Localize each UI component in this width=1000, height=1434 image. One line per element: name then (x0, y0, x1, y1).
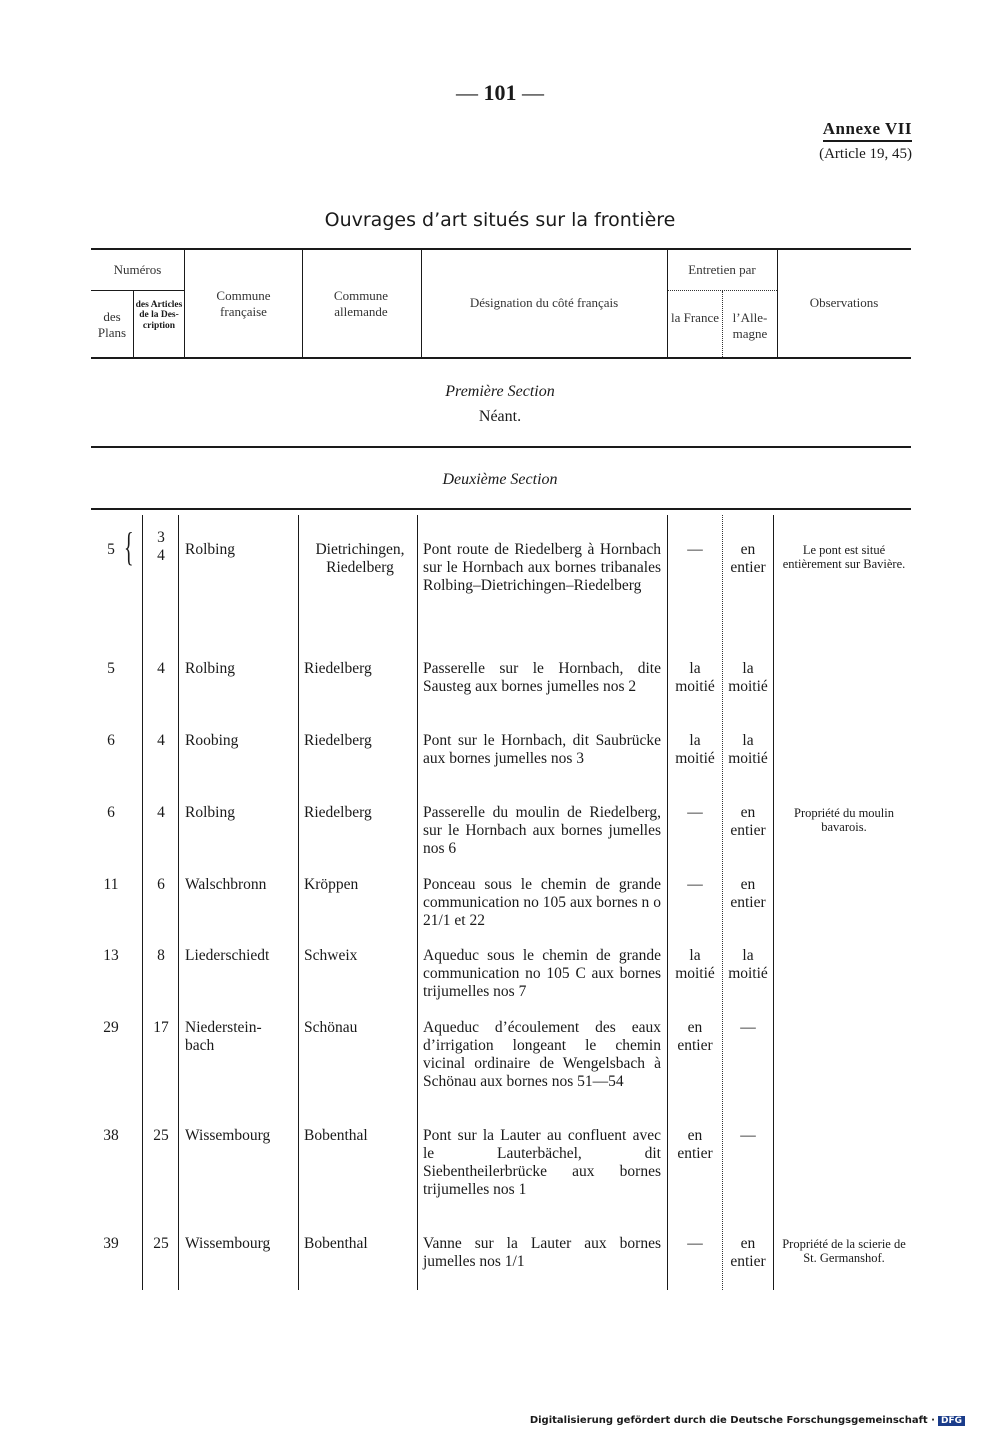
cell-articles: 25 (153, 1127, 169, 1144)
document-title: Ouvrages d’art situés sur la frontière (324, 209, 676, 231)
cell-commune-allemande: Bobenthal (304, 1127, 368, 1144)
cell-commune-allemande: Dietrichingen, Riedelberg (315, 541, 405, 576)
header-divider (184, 249, 185, 357)
section-2-rule (91, 508, 911, 510)
cell-commune-francaise: Niederstein- bach (185, 1019, 262, 1054)
cell-entretien-france: — (687, 876, 703, 893)
cell-observations: Propriété de la scierie de St. Germanshof. (782, 1237, 906, 1265)
header-des-articles: des Articles de la Des-cription (135, 300, 183, 331)
cell-designation: Pont route de Riedelberg à Hornbach sur le Hornbach aux bornes tribanales Rolbing–Dietrichingen–Riedelberg (423, 541, 661, 594)
cell-entretien-allemagne: la moitié (728, 660, 768, 695)
section-1-title (0, 383, 1000, 401)
cell-articles: 8 (157, 947, 165, 964)
cell-entretien-france: — (687, 1235, 703, 1252)
dfg-logo: DFG (938, 1416, 965, 1426)
cell-plan: 38 (103, 1127, 119, 1144)
cell-commune-francaise: Liederschiedt (185, 947, 270, 964)
header-l-allemagne: l’Alle-magne (732, 310, 768, 341)
annex-article: (Article 19, 45) (819, 146, 912, 162)
cell-entretien-france: la moitié (675, 660, 715, 695)
body-divider (773, 515, 774, 1290)
header-divider (302, 249, 303, 357)
cell-commune-francaise: Rolbing (185, 541, 235, 558)
cell-entretien-france: la moitié (675, 947, 715, 982)
cell-entretien-allemagne: — (740, 1019, 756, 1036)
cell-commune-allemande: Kröppen (304, 876, 359, 893)
body-divider (667, 515, 668, 1290)
annex-title: Annexe VII (823, 119, 912, 142)
section-2-title-text: Deuxième Section (442, 471, 558, 488)
header-designation: Désignation du côté français (469, 295, 619, 310)
cell-commune-allemande: Schweix (304, 947, 358, 964)
body-divider (417, 515, 418, 1290)
cell-entretien-france: en entier (677, 1019, 713, 1054)
cell-commune-francaise: Rolbing (185, 804, 235, 821)
cell-designation: Ponceau sous le chemin de grande communication no 105 aux bornes n o 21/1 et 22 (423, 876, 661, 929)
cell-designation: Aqueduc sous le chemin de grande communication no 105 C aux bornes trijumelles nos 7 (423, 947, 661, 1000)
cell-plan: 6 (107, 804, 115, 821)
section-2-title (0, 471, 1000, 489)
body-divider (178, 515, 179, 1290)
cell-entretien-france: — (687, 804, 703, 821)
header-commune-francaise: Commune française (216, 288, 271, 319)
cell-articles: 6 (157, 876, 165, 893)
cell-designation: Pont sur la Lauter au confluent avec le Lauterbächel, dit Siebentheilerbrücke aux bornes trijumelles nos 1 (423, 1127, 661, 1198)
cell-plan: 29 (103, 1019, 119, 1036)
header-entretien-par: Entretien par (688, 262, 756, 277)
cell-entretien-allemagne: la moitié (728, 947, 768, 982)
cell-designation: Vanne sur la Lauter aux bornes jumelles nos 1/1 (423, 1235, 661, 1270)
cell-plan: 6 (107, 732, 115, 749)
section-rule (91, 446, 911, 448)
footer-text: Digitalisierung gefördert durch die Deutsche Forschungsgemeinschaft · (529, 1415, 935, 1426)
cell-entretien-allemagne: en entier (730, 1235, 766, 1270)
cell-entretien-allemagne: en entier (730, 541, 766, 576)
cell-designation: Aqueduc d’écoulement des eaux d’irrigation longeant le chemin vicinal ordinaire de Wengelsbach à Schönau aux bornes nos 51—54 (423, 1019, 661, 1090)
body-divider (142, 515, 143, 1290)
header-numeros: Numéros (113, 262, 162, 277)
section-1-content: Néant. (478, 408, 522, 425)
body-divider (298, 515, 299, 1290)
cell-articles: 4 (157, 660, 165, 677)
cell-entretien-allemagne: — (740, 1127, 756, 1144)
cell-commune-allemande: Riedelberg (304, 732, 372, 749)
entretien-rule (668, 290, 777, 291)
cell-commune-allemande: Bobenthal (304, 1235, 368, 1252)
cell-commune-allemande: Riedelberg (304, 660, 372, 677)
cell-articles: 25 (153, 1235, 169, 1252)
cell-commune-francaise: Wissembourg (185, 1235, 271, 1252)
numeros-rule (91, 290, 184, 291)
cell-commune-francaise: Wissembourg (185, 1127, 271, 1144)
header-bottom-rule (91, 357, 911, 359)
cell-plan: 13 (103, 947, 119, 964)
cell-plan: 5 (107, 660, 115, 677)
header-top-rule (91, 248, 911, 250)
brace-glyph: { (124, 524, 134, 569)
cell-commune-allemande: Schönau (304, 1019, 358, 1036)
cell-plan: 11 (103, 876, 119, 893)
footer (530, 1415, 965, 1426)
header-la-france: la France (670, 310, 719, 325)
cell-designation: Passerelle sur le Hornbach, dite Sausteg aux bornes jumelles nos 2 (423, 660, 661, 695)
cell-plan: 5 (107, 541, 115, 558)
cell-articles: 4 (157, 732, 165, 749)
cell-entretien-france: la moitié (675, 732, 715, 767)
cell-entretien-france: en entier (677, 1127, 713, 1162)
cell-articles: 3 4 (157, 529, 165, 564)
cell-observations: Propriété du moulin bavarois. (794, 806, 894, 834)
cell-designation: Passerelle du moulin de Riedelberg, sur le Hornbach aux bornes jumelles nos 6 (423, 804, 661, 857)
cell-commune-francaise: Walschbronn (185, 876, 267, 893)
cell-entretien-allemagne: la moitié (728, 732, 768, 767)
page-number: — 101 — (456, 80, 544, 105)
cell-observations: Le pont est situé entièrement sur Bavière. (782, 543, 906, 571)
cell-designation: Pont sur le Hornbach, dit Saubrücke aux bornes jumelles nos 3 (423, 732, 661, 767)
header-observations: Observations (809, 295, 879, 310)
cell-articles: 4 (157, 804, 165, 821)
header-commune-allemande: Commune allemande (333, 288, 389, 319)
page-number-value: 101 (483, 80, 517, 105)
cell-entretien-allemagne: en entier (730, 876, 766, 911)
cell-articles: 17 (153, 1019, 169, 1036)
cell-entretien-allemagne: en entier (730, 804, 766, 839)
cell-entretien-france: — (687, 541, 703, 558)
cell-commune-allemande: Riedelberg (304, 804, 372, 821)
cell-commune-francaise: Rolbing (185, 660, 235, 677)
section-1-title-text: Première Section (445, 383, 555, 400)
cell-plan: 39 (103, 1235, 119, 1252)
header-des-plans: des Plans (97, 309, 127, 340)
cell-commune-francaise: Roobing (185, 732, 239, 749)
